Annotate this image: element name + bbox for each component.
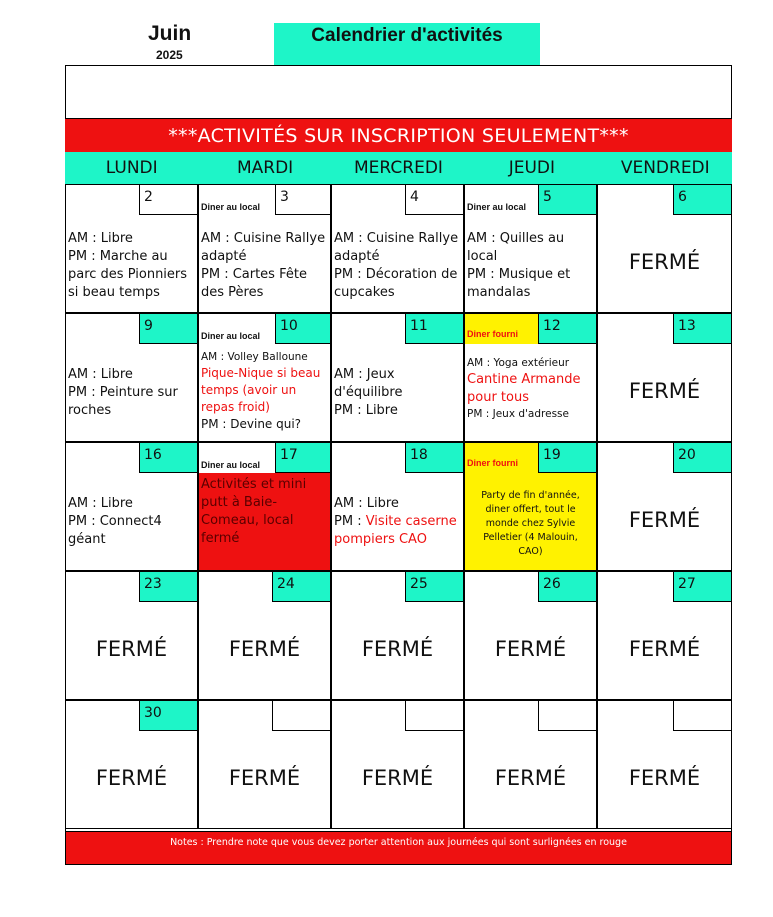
page-title: Calendrier d'activités xyxy=(274,23,540,65)
day-cell-24 xyxy=(198,571,331,700)
weekday-monday: LUNDI xyxy=(105,158,158,178)
day-cell-9 xyxy=(65,313,198,442)
am-activity: AM : Cuisine Rallye adapté xyxy=(334,231,459,264)
day-activities xyxy=(201,350,328,433)
day-number: 26 xyxy=(538,571,597,602)
special-activity: Pique-Nique si beau temps (avoir un repas froid) xyxy=(201,366,321,414)
closed-label: FERMÉ xyxy=(228,766,301,790)
day-cell-18 xyxy=(331,442,464,571)
special-activity: Cantine Armande pour tous xyxy=(467,372,581,405)
day-activities xyxy=(68,495,195,549)
closed-label: FERMÉ xyxy=(95,766,168,790)
footer-notes: Notes : Prendre note que vous devez porter attention aux journées qui sont surlignées en rouge xyxy=(65,831,732,865)
am-activity: AM : Libre xyxy=(334,496,399,511)
day-cell-3 xyxy=(198,184,331,313)
closed-label: FERMÉ xyxy=(628,250,701,274)
closed-label: FERMÉ xyxy=(361,637,434,661)
am-activity: AM : Libre xyxy=(68,496,133,511)
am-activity: AM : Volley Balloune xyxy=(201,351,308,363)
calendar-grid xyxy=(65,184,732,831)
pm-activity: PM : Musique et mandalas xyxy=(467,267,571,300)
day-number: 6 xyxy=(673,184,732,215)
weekday-friday: VENDREDI xyxy=(620,158,710,178)
am-activity: AM : Cuisine Rallye adapté xyxy=(201,231,326,264)
day-number: 5 xyxy=(538,184,597,215)
day-cell-11 xyxy=(331,313,464,442)
day-cell-26 xyxy=(464,571,597,700)
day-activities xyxy=(334,366,461,420)
pm-activity xyxy=(334,513,461,549)
closed-label: FERMÉ xyxy=(228,637,301,661)
day-number: 3 xyxy=(275,184,331,215)
day-cell-27 xyxy=(597,571,732,700)
day-cell-13 xyxy=(597,313,732,442)
month-label: Juin xyxy=(148,22,192,45)
am-activity: AM : Libre xyxy=(68,367,133,382)
day-number: 10 xyxy=(275,313,331,344)
blank-header-box xyxy=(65,65,732,119)
special-activity: Visite caserne pompiers CAO xyxy=(334,514,457,547)
day-cell-10 xyxy=(198,313,331,442)
day-activities xyxy=(334,230,461,302)
lunch-provided-note: Diner fourni xyxy=(467,458,518,468)
day-cell-6 xyxy=(597,184,732,313)
day-number: 27 xyxy=(673,571,732,602)
pm-activity: PM : Jeux d'adresse xyxy=(467,408,569,420)
empty-day-number xyxy=(538,700,597,731)
day-number: 25 xyxy=(405,571,464,602)
day-activities: Activités et mini putt à Baie-Comeau, local fermé xyxy=(201,477,307,546)
closed-label: FERMÉ xyxy=(95,637,168,661)
am-activity: AM : Jeux d'équilibre xyxy=(334,367,403,400)
day-number: 18 xyxy=(405,442,464,473)
day-cell-23 xyxy=(65,571,198,700)
pm-activity: PM : Devine qui? xyxy=(201,417,302,431)
day-cell-17 xyxy=(198,442,331,571)
empty-day-number xyxy=(272,700,331,731)
closed-label: FERMÉ xyxy=(628,508,701,532)
am-activity: AM : Libre xyxy=(68,231,133,246)
day-cell-16 xyxy=(65,442,198,571)
day-number: 12 xyxy=(538,313,597,344)
day-number: 23 xyxy=(139,571,198,602)
closed-label: FERMÉ xyxy=(628,766,701,790)
closed-label: FERMÉ xyxy=(494,637,567,661)
day-activities xyxy=(68,230,195,302)
closed-label: FERMÉ xyxy=(361,766,434,790)
lunch-note: Diner au local xyxy=(201,202,261,212)
day-activities xyxy=(68,366,195,420)
lunch-provided-note: Diner fourni xyxy=(467,329,518,339)
pm-activity: PM : Marche au parc des Pionniers si beau temps xyxy=(68,249,188,300)
empty-cell-wednesday xyxy=(331,700,464,829)
day-activities xyxy=(467,230,594,302)
pm-activity: PM : Peinture sur roches xyxy=(68,385,178,418)
lunch-note: Diner au local xyxy=(201,460,261,470)
day-number: 16 xyxy=(139,442,198,473)
day-activities xyxy=(467,356,594,422)
day-cell-12 xyxy=(464,313,597,442)
day-number: 30 xyxy=(139,700,198,731)
day-number: 9 xyxy=(139,313,198,344)
day-activities xyxy=(334,495,461,549)
am-activity: AM : Quilles au local xyxy=(467,231,565,264)
day-cell-4 xyxy=(331,184,464,313)
empty-cell-thursday xyxy=(464,700,597,829)
weekday-thursday: JEUDI xyxy=(508,158,556,178)
day-number: 13 xyxy=(673,313,732,344)
weekday-tuesday: MARDI xyxy=(236,158,294,178)
empty-cell-friday xyxy=(597,700,732,829)
empty-cell-tuesday xyxy=(198,700,331,829)
lunch-note: Diner au local xyxy=(467,202,527,212)
empty-day-number xyxy=(673,700,732,731)
pm-prefix: PM : xyxy=(334,514,366,529)
day-cell-5 xyxy=(464,184,597,313)
am-activity: AM : Yoga extérieur xyxy=(467,357,570,369)
closed-label: FERMÉ xyxy=(628,379,701,403)
day-cell-20 xyxy=(597,442,732,571)
year-label: 2025 xyxy=(156,48,183,62)
day-cell-2 xyxy=(65,184,198,313)
day-cell-19 xyxy=(464,442,597,571)
day-cell-25 xyxy=(331,571,464,700)
closed-label: FERMÉ xyxy=(628,637,701,661)
day-number: 4 xyxy=(405,184,464,215)
closed-label: FERMÉ xyxy=(494,766,567,790)
day-cell-30 xyxy=(65,700,198,829)
pm-activity: PM : Libre xyxy=(334,403,398,418)
pm-activity: PM : Cartes Fête des Pères xyxy=(201,267,307,300)
day-number: 20 xyxy=(673,442,732,473)
day-number: 19 xyxy=(538,442,597,473)
day-activities: Party de fin d'année, diner offert, tout le monde chez Sylvie Pelletier (4 Malouin, CAO) xyxy=(481,490,580,557)
weekday-header-row xyxy=(65,152,732,184)
weekday-wednesday: MERCREDI xyxy=(354,158,443,178)
registration-banner: ***ACTIVITÉS SUR INSCRIPTION SEULEMENT*** xyxy=(65,119,732,152)
day-number: 11 xyxy=(405,313,464,344)
empty-day-number xyxy=(405,700,464,731)
pm-activity: PM : Connect4 géant xyxy=(68,514,162,547)
day-number: 2 xyxy=(139,184,198,215)
lunch-note: Diner au local xyxy=(201,331,261,341)
day-number: 17 xyxy=(275,442,331,473)
day-activities xyxy=(201,230,328,302)
day-number: 24 xyxy=(272,571,331,602)
pm-activity: PM : Décoration de cupcakes xyxy=(334,267,458,300)
